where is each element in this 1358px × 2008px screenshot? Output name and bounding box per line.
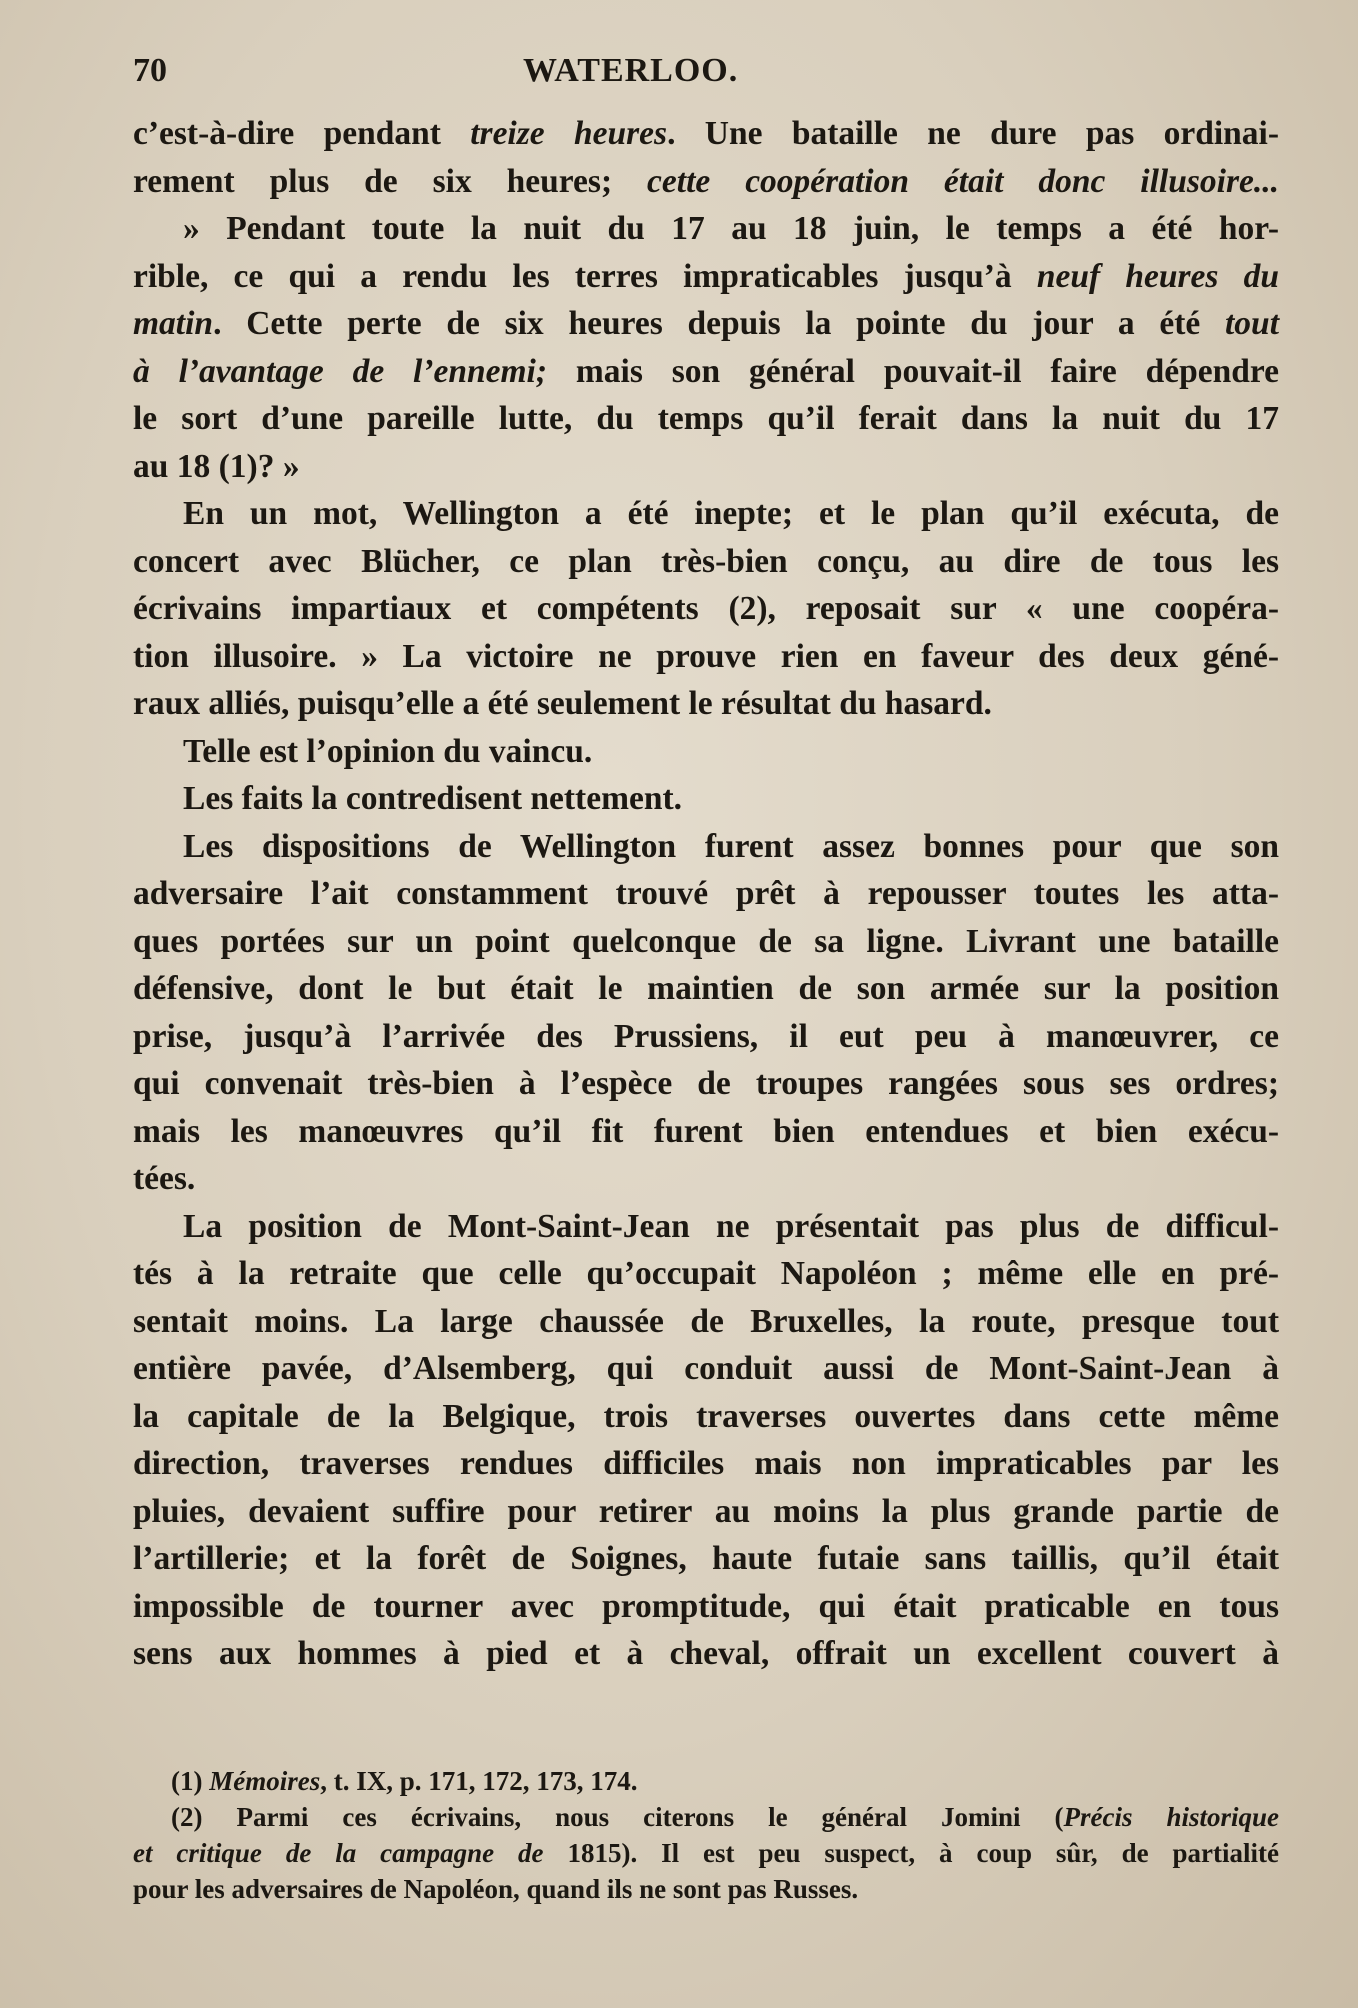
text-segment: rement plus de six heures; bbox=[133, 162, 648, 200]
text-segment: La position de Mont-Saint-Jean ne présentait pas plus de difficul- bbox=[183, 1207, 1279, 1245]
text-segment: au 18 (1)? » bbox=[133, 447, 300, 485]
text-segment: qui convenait très-bien à l’espèce de troupes rangées sous ses ordres; bbox=[133, 1065, 1279, 1102]
text-segment: direction, traverses rendues difficiles mais non impraticables par les bbox=[133, 1445, 1279, 1482]
text-segment: la capitale de la Belgique, trois traverses ouvertes dans cette même bbox=[133, 1397, 1279, 1435]
text-segment: pluies, devaient suffire pour retirer au moins la plus grande partie de bbox=[133, 1492, 1279, 1530]
text-segment: ques portées sur un point quelconque de sa ligne. Livrant une bataille bbox=[133, 922, 1279, 960]
footnote-line bbox=[133, 1835, 1279, 1871]
text-segment: rible, ce qui a rendu les terres impraticables jusqu’à bbox=[133, 257, 1037, 295]
body-line bbox=[133, 348, 1279, 396]
text-segment: En un mot, Wellington a été inepte; et le plan qu’il exécuta, de bbox=[183, 495, 1279, 532]
body-line bbox=[133, 1298, 1279, 1346]
text-segment: pour les adversaires de Napoléon, quand ils ne sont pas Russes. bbox=[133, 1874, 859, 1904]
body-line bbox=[133, 1440, 1279, 1488]
body-line bbox=[133, 443, 1279, 491]
body-line bbox=[133, 1250, 1279, 1298]
body-line bbox=[133, 1488, 1279, 1536]
page-header bbox=[133, 52, 1273, 102]
body-line bbox=[133, 1630, 1279, 1678]
body-line bbox=[133, 1155, 1279, 1203]
text-segment: entière pavée, d’Alsemberg, qui conduit aussi de Mont-Saint-Jean à bbox=[133, 1350, 1279, 1387]
text-segment: . Cette perte de six heures depuis la pointe du jour a été bbox=[213, 305, 1225, 342]
body-line bbox=[133, 1535, 1279, 1583]
body-line bbox=[133, 1060, 1279, 1108]
text-segment: prise, jusqu’à l’arrivée des Prussiens, il eut peu à manœuvrer, ce bbox=[133, 1017, 1279, 1055]
text-segment: tées. bbox=[133, 1160, 196, 1197]
body-line bbox=[133, 680, 1279, 728]
footnote-line bbox=[133, 1871, 1279, 1907]
page-number: 70 bbox=[133, 52, 167, 89]
text-segment: mais les manœuvres qu’il fit furent bien entendues et bien exécu- bbox=[133, 1112, 1279, 1150]
body-line bbox=[133, 300, 1279, 348]
text-segment: écrivains impartiaux et compétents (2), reposait sur « une coopéra- bbox=[133, 590, 1279, 627]
text-segment: , t. IX, p. 171, 172, 173, 174. bbox=[320, 1766, 638, 1796]
body-line bbox=[133, 585, 1279, 633]
text-segment: . Une bataille ne dure pas ordinai- bbox=[667, 115, 1279, 152]
body-line bbox=[133, 253, 1279, 301]
text-segment: (1) bbox=[171, 1766, 210, 1796]
body-line bbox=[133, 205, 1279, 253]
text-segment: l’artillerie; et la forêt de Soignes, haute futaie sans taillis, qu’il était bbox=[133, 1540, 1279, 1577]
text-segment: (2) Parmi ces écrivains, nous citerons le général Jomini ( bbox=[171, 1802, 1064, 1832]
body-line bbox=[133, 1345, 1279, 1393]
text-segment: Telle est l’opinion du vaincu. bbox=[183, 732, 593, 770]
italic-text: Mémoires bbox=[209, 1766, 321, 1796]
text-segment: c’est-à-dire pendant bbox=[133, 115, 471, 152]
italic-text: cette coopération était donc illusoire... bbox=[647, 162, 1279, 200]
body-line bbox=[133, 775, 1279, 823]
italic-text: neuf heures du bbox=[1036, 257, 1279, 295]
text-segment: tion illusoire. » La victoire ne prouve rien en faveur des deux géné- bbox=[133, 637, 1279, 675]
body-line bbox=[133, 633, 1279, 681]
text-segment: concert avec Blücher, ce plan très-bien conçu, au dire de tous les bbox=[133, 542, 1279, 580]
text-segment: le sort d’une pareille lutte, du temps qu’il ferait dans la nuit du 17 bbox=[133, 400, 1279, 437]
italic-text: tout bbox=[1225, 305, 1279, 342]
body-line bbox=[133, 395, 1279, 443]
text-segment: Les dispositions de Wellington furent assez bonnes pour que son bbox=[183, 827, 1279, 865]
body-line bbox=[133, 728, 1279, 776]
body-line bbox=[133, 1583, 1279, 1631]
text-segment: impossible de tourner avec promptitude, qui était praticable en tous bbox=[133, 1587, 1279, 1625]
italic-text: matin bbox=[133, 305, 214, 342]
text-segment: sentait moins. La large chaussée de Bruxelles, la route, presque tout bbox=[133, 1302, 1279, 1340]
text-segment: tés à la retraite que celle qu’occupait Napoléon ; même elle en pré- bbox=[133, 1255, 1279, 1292]
body-line bbox=[133, 1108, 1279, 1156]
body-line bbox=[133, 918, 1279, 966]
text-segment: adversaire l’ait constamment trouvé prêt à repousser toutes les atta- bbox=[133, 875, 1279, 912]
body-line bbox=[133, 965, 1279, 1013]
body-line bbox=[133, 1203, 1279, 1251]
body-line bbox=[133, 158, 1279, 206]
italic-text: Précis historique bbox=[1063, 1802, 1279, 1832]
footnote-line bbox=[133, 1799, 1279, 1835]
text-segment: raux alliés, puisqu’elle a été seulement le résultat du hasard. bbox=[133, 685, 992, 722]
text-segment: » Pendant toute la nuit du 17 au 18 juin, le temps a été hor- bbox=[183, 210, 1279, 247]
text-segment: sens aux hommes à pied et à cheval, offrait un excellent couvert à bbox=[133, 1635, 1279, 1672]
body-text bbox=[133, 110, 1279, 1678]
body-line bbox=[133, 538, 1279, 586]
footnotes bbox=[133, 1763, 1279, 1907]
body-line bbox=[133, 490, 1279, 538]
text-segment: 1815). Il est peu suspect, à coup sûr, de partialité bbox=[543, 1838, 1279, 1868]
italic-text: treize heures bbox=[470, 115, 668, 152]
body-line bbox=[133, 1013, 1279, 1061]
body-line bbox=[133, 870, 1279, 918]
body-line bbox=[133, 1393, 1279, 1441]
text-segment: défensive, dont le but était le maintien de son armée sur la position bbox=[133, 970, 1279, 1007]
body-line bbox=[133, 823, 1279, 871]
running-title: WATERLOO. bbox=[523, 52, 739, 89]
italic-text: et critique de la campagne de bbox=[133, 1838, 544, 1868]
body-line bbox=[133, 110, 1279, 158]
footnote-line bbox=[133, 1763, 1279, 1799]
text-segment: Les faits la contredisent nettement. bbox=[183, 780, 682, 817]
text-segment: mais son général pouvait-il faire dépendre bbox=[547, 352, 1279, 390]
italic-text: à l’avantage de l’ennemi; bbox=[133, 352, 548, 390]
